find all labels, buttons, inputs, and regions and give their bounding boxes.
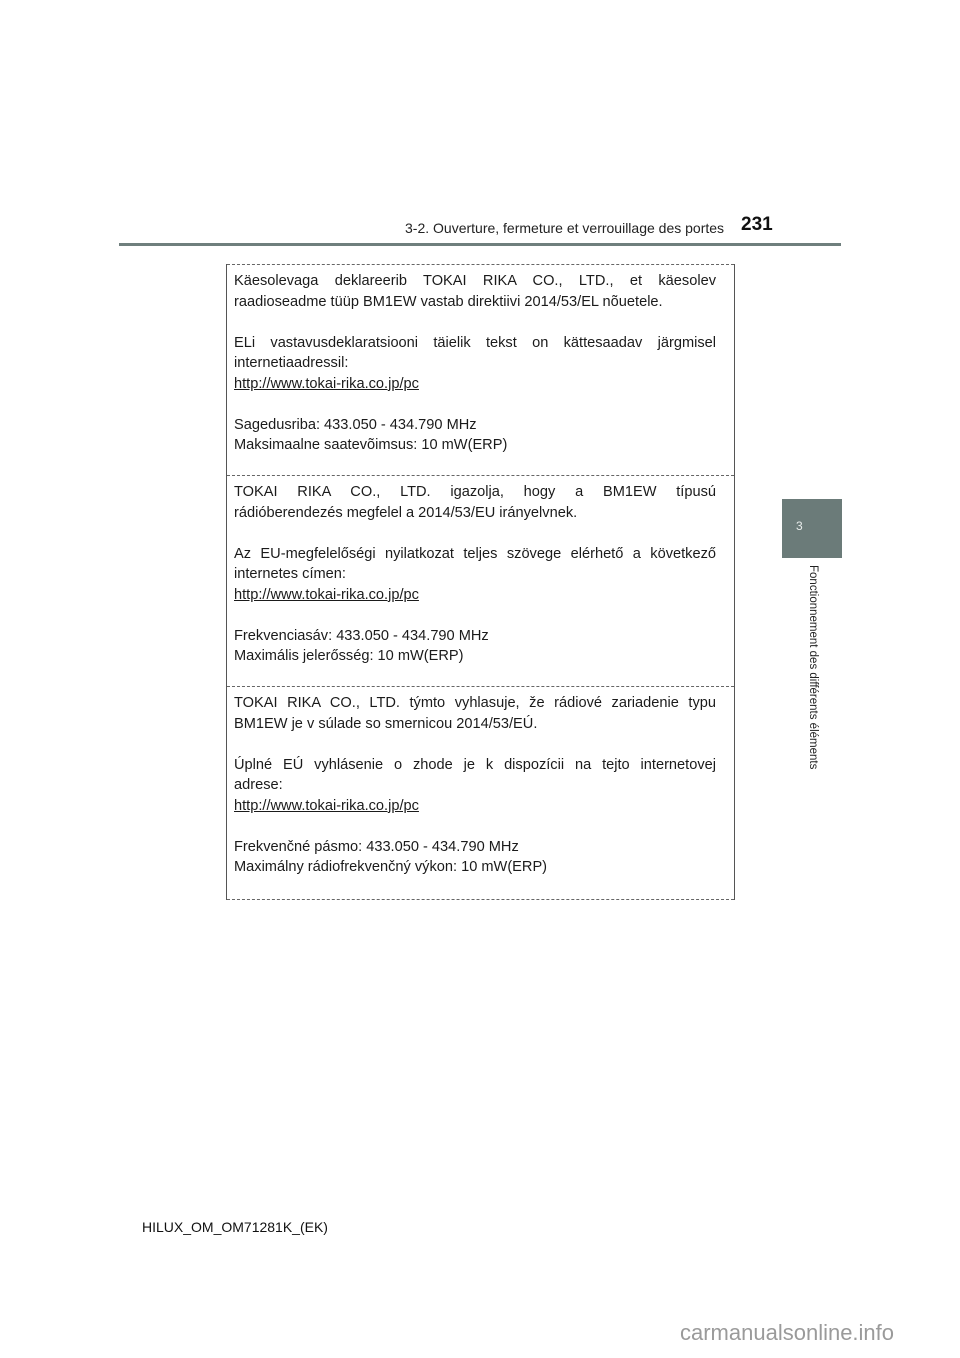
- chapter-tab: [782, 499, 842, 558]
- availability-line: Úplné EÚ vyhlásenie o zhode je k dispozícii na tejto internetovej: [234, 756, 716, 773]
- max-power: Maximális jelerősség: 10 mW(ERP): [234, 648, 464, 664]
- max-power: Maksimaalne saatevõimsus: 10 mW(ERP): [234, 437, 508, 453]
- declaration-url-link[interactable]: http://www.tokai-rika.co.jp/pc: [234, 797, 419, 814]
- declaration-url-link[interactable]: http://www.tokai-rika.co.jp/pc: [234, 586, 419, 603]
- availability-line: internetes címen:: [234, 566, 346, 582]
- declaration-line: rádióberendezés megfelel a 2014/53/EU irányelvnek.: [234, 504, 578, 521]
- spacer: [234, 734, 734, 755]
- declaration-line: TOKAI RIKA CO., LTD. týmto vyhlasuje, že rádiové zariadenie typu: [234, 695, 716, 711]
- page-number: 231: [741, 214, 773, 235]
- declaration-section-hungarian: [227, 475, 734, 686]
- spacer: [234, 312, 734, 333]
- chapter-title-vertical: Fonctionnement des différents éléments: [807, 565, 819, 770]
- spacer: [234, 605, 734, 626]
- spacer: [234, 394, 734, 415]
- declaration-line: raadioseadme tüüp BM1EW vastab direktiivi 2014/53/EL nõuetele.: [234, 293, 663, 310]
- document-code: HILUX_OM_OM71281K_(EK): [142, 1219, 328, 1235]
- declaration-line: TOKAI RIKA CO., LTD. igazolja, hogy a BM1EW típusú: [234, 484, 716, 500]
- frequency-band: Frekvenciasáv: 433.050 - 434.790 MHz: [234, 627, 489, 644]
- availability-line: Az EU-megfelelőségi nyilatkozat teljes szövege elérhető a következő: [234, 545, 716, 562]
- header-rule: [119, 243, 841, 246]
- header-section-title: 3-2. Ouverture, fermeture et verrouillage des portes: [405, 220, 725, 236]
- spacer: [234, 816, 734, 837]
- declaration-section-slovak: [227, 686, 734, 900]
- watermark: carmanualsonline.info: [680, 1320, 895, 1345]
- declarations-box: [226, 264, 735, 900]
- frequency-band: Sagedusriba: 433.050 - 434.790 MHz: [234, 416, 477, 433]
- chapter-number: 3: [796, 519, 803, 533]
- declaration-url-link[interactable]: http://www.tokai-rika.co.jp/pc: [234, 375, 419, 392]
- availability-line: ELi vastavusdeklaratsiooni täielik tekst on kättesaadav järgmisel: [234, 334, 716, 351]
- availability-line: adrese:: [234, 777, 283, 793]
- spacer: [234, 523, 734, 544]
- declaration-section-estonian: [227, 264, 734, 475]
- frequency-band: Frekvenčné pásmo: 433.050 - 434.790 MHz: [234, 838, 519, 855]
- declaration-line: Käesolevaga deklareerib TOKAI RIKA CO., LTD., et käesolev: [234, 273, 716, 289]
- max-power: Maximálny rádiofrekvenčný výkon: 10 mW(ERP): [234, 859, 548, 875]
- declaration-line: BM1EW je v súlade so smernicou 2014/53/EÚ.: [234, 715, 538, 732]
- availability-line: internetiaadressil:: [234, 355, 349, 371]
